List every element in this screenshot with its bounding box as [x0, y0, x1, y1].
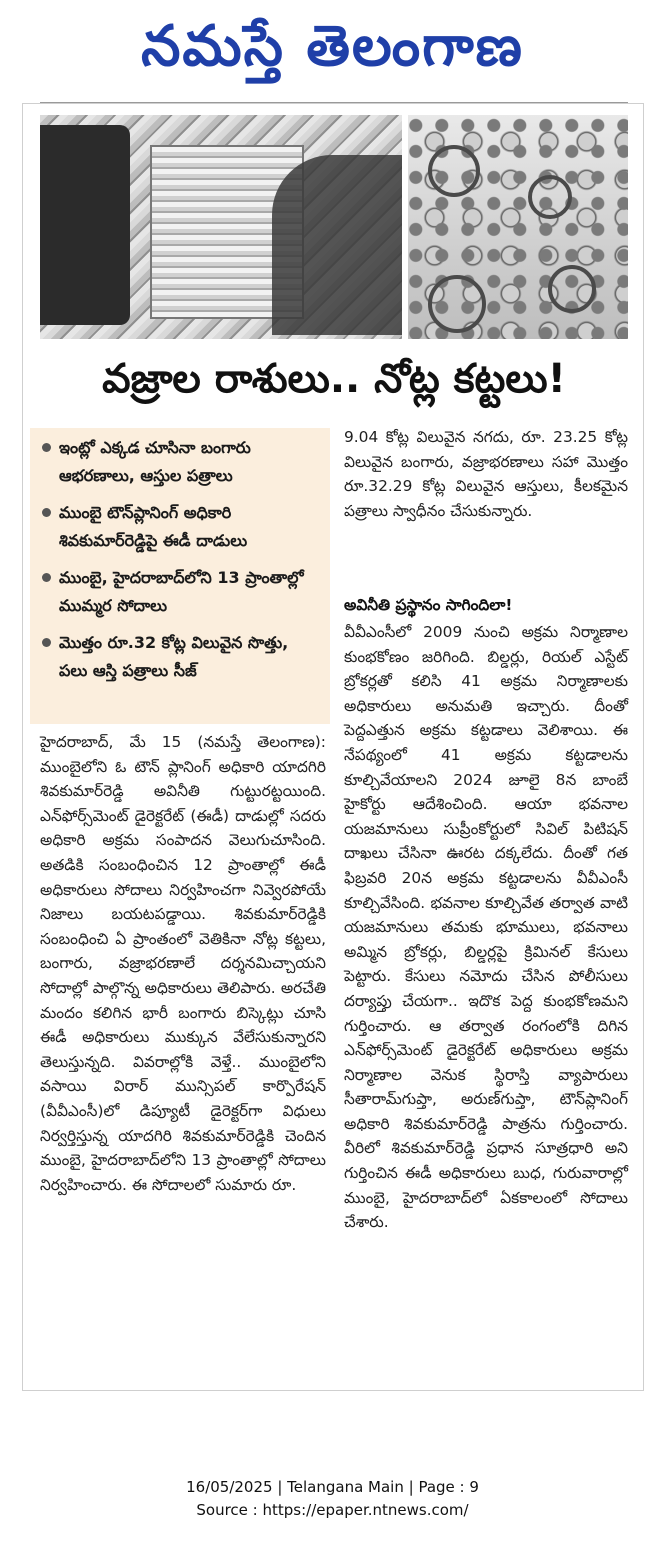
photo-bangle-shape — [428, 145, 480, 197]
photo-suitcase-shape — [272, 155, 402, 335]
masthead-title: నమస్తే తెలంగాణ — [141, 13, 524, 79]
highlight-text: ముంబై టౌన్‌ప్లానింగ్ అధికారి శివకుమార్‌రెడ్డిపై ఈడీ దాడులు — [59, 503, 248, 550]
bullet-icon — [42, 508, 51, 517]
photo-bangle-shape — [548, 265, 596, 313]
article-subheading: అవినీతి ప్రస్థానం సాగిందిలా! — [344, 596, 513, 614]
body-paragraph: వీవీఎంసీలో 2009 నుంచి అక్రమ నిర్మాణాల కుంభకోణం జరిగింది. బిల్డర్లు, రియల్ ఎస్టేట్ బ్రోకర్లతో కలిసి 41 అక్రమ నిర్మాణాలకు అధికారులు అనుమతి ఇచ్చారు. దీంతో పెద్దఎత్తున అక్రమ కట్టడాలు వెలిశాయి. ఈ నేపథ్యంలో 41 అక్రమ కట్టడాలను కూల్చివేయాలని 2024 జూలై 8న బాంబే హైకోర్టు ఆదేశించింది. ఆయా భవనాల యజమానులు సుప్రీంకోర్టులో సివిల్ పిటిషన్ దాఖలు చేసినా ఊరట దక్కలేదు. దీంతో గత ఫిబ్రవరి 20న అక్రమ కట్టడాలను వీవీఎంసీ కూల్చివేసింది. భవనాల కూల్చివేత తర్వాత వాటి యజమానులు తమకు భూములు, భవనాలు అమ్మిన బ్రోకర్లు, బిల్డర్లపై క్రిమినల్ కేసులు పెట్టారు. కేసులు నమోదు చేసిన పోలీసులు దర్యాప్తు చేయగా.. ఇదొక పెద్ద కుంభకోణమని గుర్తించారు. ఆ తర్వాత రంగంలోకి దిగిన ఎన్‌ఫోర్స్‌మెంట్ డైరెక్టరేట్ అధికారులు అక్రమ నిర్మాణాల వెనుక స్థిరాస్తి వ్యాపారులు సీతారామ్‌గుప్తా, అరుణ్‌గుప్తా, టౌన్‌ప్లానింగ్ అధికారి శివకుమార్‌రెడ్డి పాత్రను గుర్తించారు. వీరిలో శివకుమార్‌రెడ్డి ప్రధాన సూత్రధారి అని గుర్తించిన ఈడీ అధికారులు బుధ, గురువారాల్లో ముంబై, హైదరాబాద్‌లో ఏకకాలంలో సోదాలు చేశారు. — [344, 623, 628, 1232]
bullet-icon — [42, 638, 51, 647]
article-photos — [40, 115, 628, 339]
highlight-item — [40, 629, 322, 685]
body-paragraph: 9.04 కోట్ల విలువైన నగదు, రూ. 23.25 కోట్ల విలువైన బంగారు, వజ్రాభరణాలు సహా మొత్తం రూ.32.29 కోట్ల విలువైన ఆస్తులు, కీలకమైన పత్రాలు స్వాధీనం చేసుకున్నారు. — [344, 428, 628, 520]
highlight-text: మొత్తం రూ.32 కోట్ల విలువైన సొత్తు, పలు ఆస్తి పత్రాలు సీజ్ — [59, 633, 289, 680]
photo-bangle-shape — [428, 275, 486, 333]
article-body-right-bottom — [344, 620, 628, 1235]
footer-source-line: Source : https://epaper.ntnews.com/ — [196, 1501, 469, 1519]
highlight-item — [40, 499, 322, 555]
body-paragraph: హైదరాబాద్, మే 15 (నమస్తే తెలంగాణ): ముంబైలోని ఓ టౌన్ ప్లానింగ్ అధికారి యాదగిరి శివకుమార్‌రెడ్డి అవినీతి గుట్టురట్టయింది. ఎన్‌ఫోర్స్‌మెంట్ డైరెక్టరేట్ (ఈడీ) దాడుల్లో సదరు అధికారి అక్రమ సంపాదన వెలుగుచూసింది. అతడికి సంబంధించిన 12 ప్రాంతాల్లో ఈడీ అధికారులు సోదాలు నిర్వహించగా నివ్వెరపోయే నిజాలు బయటపడ్డాయి. శివకుమార్‌రెడ్డికి సంబంధించి ఏ ప్రాంతంలో వెతికినా నోట్ల కట్టలు, బంగారు, వజ్రాభరణాలే దర్శనమిచ్చాయని సోదాల్లో పాల్గొన్న అధికారులు తెలిపారు. అరచేతి మందం కలిగిన భారీ బంగారు బిస్కెట్లు చూసి ఈడీ అధికారులు ముక్కున వేలేసుకున్నారని తెలుస్తున్నది. వివరాల్లోకి వెళ్తే.. ముంబైలోని వసాయి విరార్ మున్సిపల్ కార్పొరేషన్ (వీవీఎంసీ)లో డిప్యూటీ డైరెక్టర్‌గా విధులు నిర్వర్తిస్తున్న యాదగిరి శివకుమార్‌రెడ్డికి చెందిన ముంబై, హైదరాబాద్‌లోని 13 ప్రాంతాల్లో సోదాలు నిర్వహించారు. ఈ సోదాలలో సుమారు రూ. — [40, 733, 326, 1194]
masthead — [0, 0, 665, 92]
highlight-text: ఇంట్లో ఎక్కడ చూసినా బంగారు ఆభరణాలు, ఆస్తుల పత్రాలు — [59, 438, 251, 485]
article-headline: వజ్రాల రాశులు.. నోట్ల కట్టలు! — [102, 356, 566, 402]
article-body-right-top — [344, 425, 628, 523]
photo-jewellery — [408, 115, 628, 339]
photo-cash-bundles — [40, 115, 402, 339]
photo-bangle-shape — [528, 175, 572, 219]
highlight-item — [40, 434, 322, 490]
highlights-box — [30, 428, 330, 724]
footer-edition-line: 16/05/2025 | Telangana Main | Page : 9 — [186, 1478, 479, 1496]
highlight-item — [40, 564, 322, 620]
article-body-left — [40, 730, 326, 1197]
bullet-icon — [42, 443, 51, 452]
photo-suitcase-shape — [40, 125, 130, 325]
bullet-icon — [42, 573, 51, 582]
page-footer — [0, 1476, 665, 1522]
highlight-text: ముంబై, హైదరాబాద్‌లోని 13 ప్రాంతాల్లో ముమ్మర సోదాలు — [59, 568, 304, 615]
divider — [40, 102, 628, 103]
